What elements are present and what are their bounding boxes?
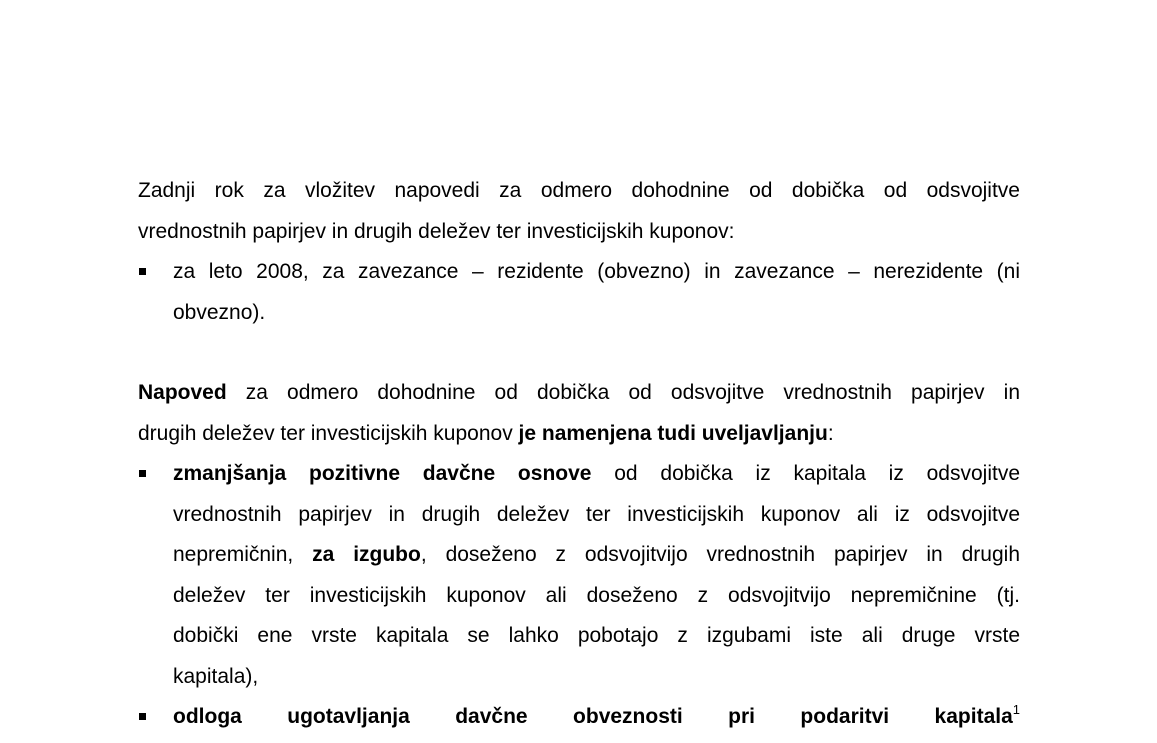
- intro-line-1: Zadnji rok za vložitev napovedi za odmero dohodnine od dobička od odsvojitve: [138, 179, 1020, 202]
- paragraph-text: :: [827, 421, 834, 445]
- list-item: [138, 252, 1020, 333]
- bullet-text-line-4: deležev ter investicijskih kuponov ali doseženo z odsvojitvijo nepremičnine (tj.: [173, 583, 1020, 607]
- bullet-text-line-6: kapitala),: [173, 664, 259, 688]
- list-item: [138, 454, 1020, 697]
- bullet-text-line-3: [173, 535, 1020, 576]
- bullet-text-line-2: vrednostnih papirjev in drugih deležev ter investicijskih kuponov ali iz odsvojitve: [173, 502, 1020, 526]
- square-bullet-icon: [139, 713, 146, 720]
- list-item: [138, 697, 1020, 738]
- bullet-text: od dobička iz kapitala iz odsvojitve: [591, 462, 1020, 485]
- bullet-text: nepremičnin,: [173, 543, 313, 566]
- bold-phrase: zmanjšanja pozitivne davčne osnove: [173, 462, 592, 485]
- bullet-text-line-2: obvezno).: [173, 300, 266, 324]
- bold-phrase: za izgubo: [312, 543, 421, 566]
- bold-phrase: odloga ugotavljanja davčne obveznosti pri podaritvi kapitala: [173, 705, 1013, 728]
- paragraph-text: drugih deležev ter investicijskih kuponov: [138, 421, 519, 445]
- bullet-text-line-1: [173, 697, 1020, 738]
- bullet-text-line-1: za leto 2008, za zavezance – rezidente (obvezno) in zavezance – nerezidente (ni: [173, 260, 1020, 283]
- bullet-text-line-1: [173, 454, 1020, 495]
- paragraph-line-1: [138, 373, 1020, 414]
- bullet-text-line-5: dobički ene vrste kapitala se lahko pobotajo z izgubami iste ali druge vrste: [173, 624, 1020, 647]
- bold-phrase: je namenjena tudi uveljavljanju: [518, 421, 828, 445]
- paragraph-line-2: [138, 414, 1020, 455]
- purpose-section: [138, 373, 1020, 738]
- bullet-text: , doseženo z odsvojitvijo vrednostnih papirjev in drugih: [420, 543, 1021, 566]
- intro-line-2: vrednostnih papirjev in drugih deležev ter investicijskih kuponov:: [138, 219, 735, 243]
- deadline-section: [138, 171, 1020, 333]
- footnote-marker[interactable]: 1: [1012, 702, 1020, 717]
- bold-term: Napoved: [138, 381, 227, 404]
- square-bullet-icon: [139, 470, 146, 477]
- square-bullet-icon: [139, 268, 146, 275]
- paragraph-text: za odmero dohodnine od dobička od odsvojitve vrednostnih papirjev in: [226, 381, 1020, 404]
